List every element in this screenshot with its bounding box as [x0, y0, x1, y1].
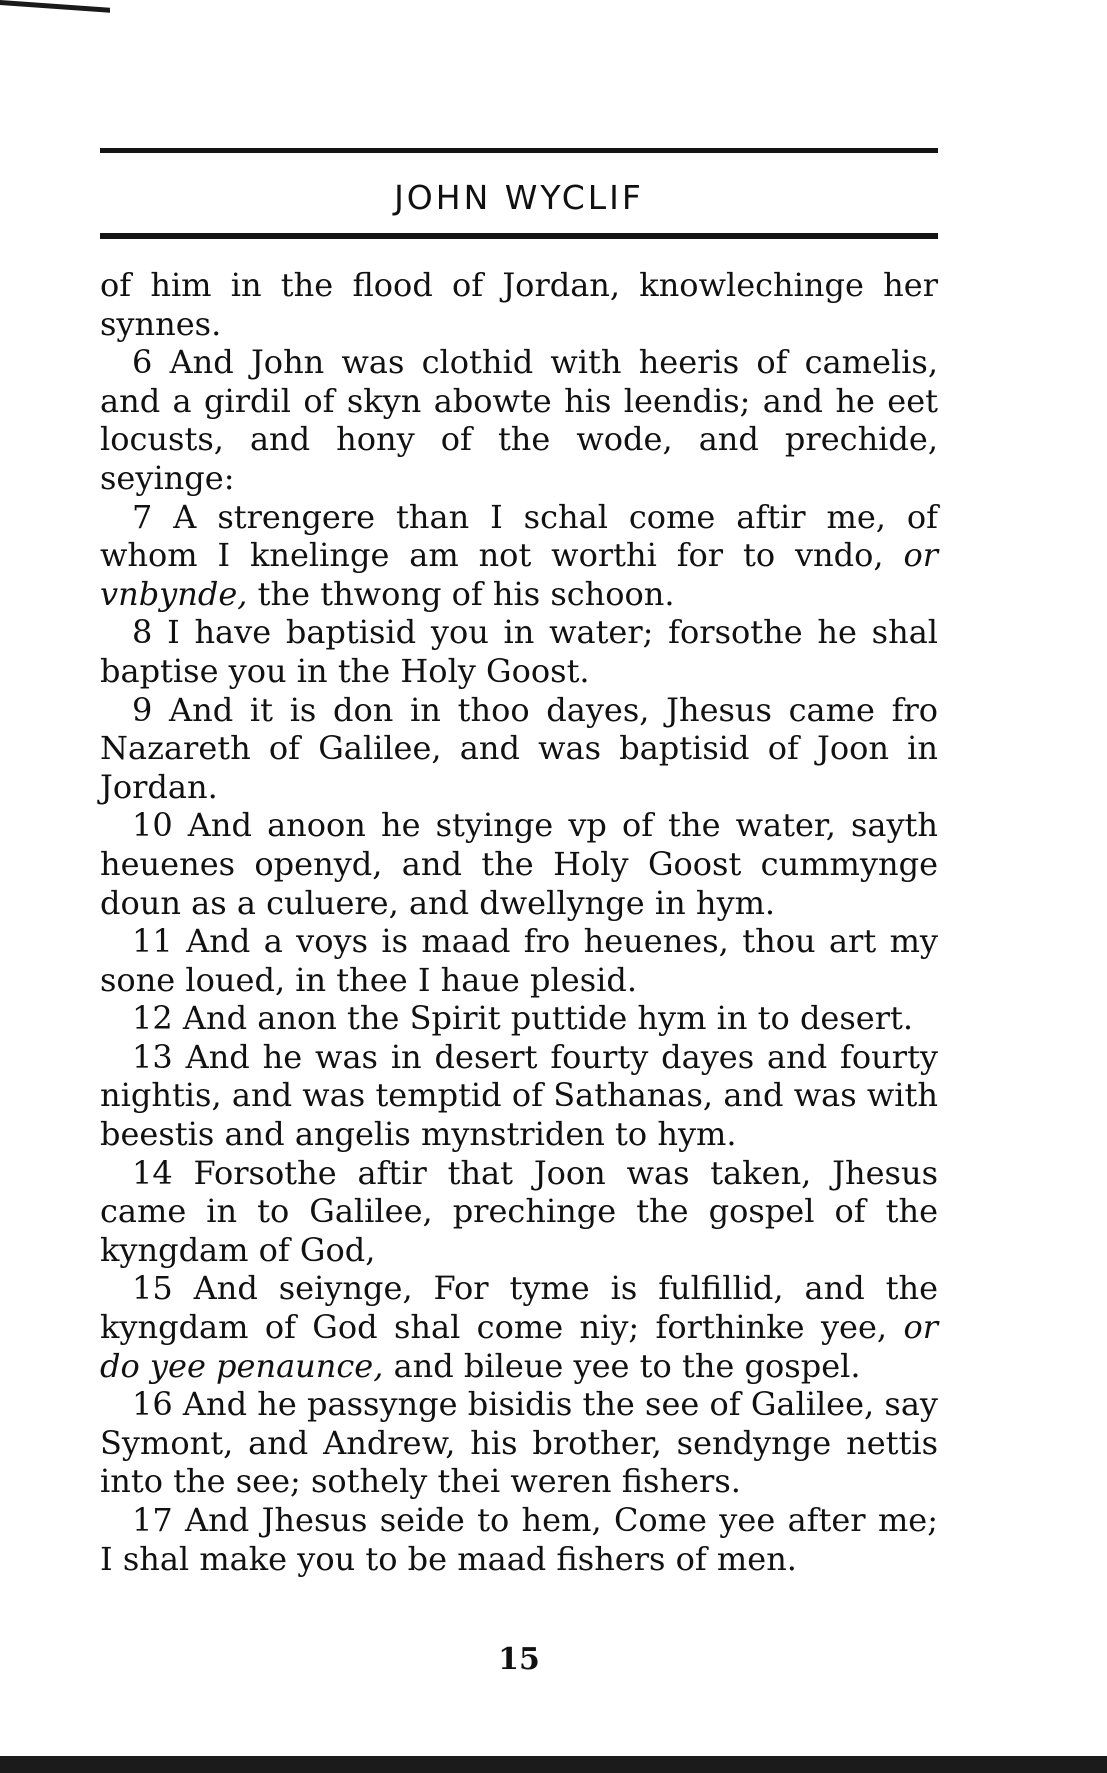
verse-number: 8	[132, 613, 153, 652]
verse-number: 11	[132, 922, 173, 961]
verse-number: 12	[132, 999, 173, 1038]
verse-text: And seiynge, For tyme is fulfillid, and the kyngdam of God shal come niy; forthinke yee,	[100, 1269, 938, 1347]
verse-13	[100, 1038, 938, 1154]
verse-15	[100, 1269, 938, 1385]
verse-text: of him in the flood of Jordan, knowlechinge her synnes.	[100, 266, 938, 343]
verse-text: And he was in desert fourty dayes and fourty nightis, and was temptid of Sathanas, and was with beestis and angelis mynstriden to hym.	[100, 1037, 938, 1154]
header-top-rule	[100, 148, 938, 153]
verse-number: 13	[132, 1037, 173, 1076]
verse-number: 16	[132, 1385, 173, 1424]
verse-12	[100, 999, 938, 1038]
verse-number: 7	[132, 497, 153, 536]
verse-16	[100, 1385, 938, 1501]
verse-7	[100, 498, 938, 614]
verse-text: I have baptisid you in water; forsothe he shal baptise you in the Holy Goost.	[100, 613, 938, 690]
verse-14	[100, 1154, 938, 1270]
verse-number: 17	[132, 1501, 173, 1539]
verse-9	[100, 691, 938, 807]
header-bottom-rule	[100, 233, 938, 239]
verse-text: the thwong of his schoon.	[247, 574, 675, 613]
page-number: 15	[498, 1642, 540, 1677]
verse-11	[100, 922, 938, 999]
verse-text: And John was clothid with heeris of camelis, and a girdil of skyn abowte his leendis; and he eet locusts, and hony of the wode, and prechide, seyinge:	[100, 343, 938, 497]
verse-number: 6	[132, 343, 153, 382]
verse-number: 15	[132, 1269, 173, 1308]
verse-10	[100, 806, 938, 922]
verse-text: And he passynge bisidis the see of Galilee, say Symont, and Andrew, his brother, sendynge nettis into the see; sothely thei weren fishers.	[100, 1385, 938, 1501]
verse-text: And anoon he styinge vp of the water, sayth heuenes openyd, and the Holy Goost cummynge doun as a culuere, and dwellynge in hym.	[100, 806, 938, 922]
verse-text: and bileue yee to the gospel.	[383, 1346, 861, 1385]
page-bottom-edge	[0, 1756, 1107, 1773]
verse-text: And it is don in thoo dayes, Jhesus came fro Nazareth of Galilee, and was baptisid of Joon in Jordan.	[100, 690, 938, 806]
verse-continuation	[100, 266, 938, 343]
verse-17	[100, 1501, 938, 1578]
verse-text: And a voys is maad fro heuenes, thou art my sone loued, in thee I haue plesid.	[100, 922, 938, 999]
verse-text: Forsothe aftir that Joon was taken, Jhesus came in to Galilee, prechinge the gospel of the kyngdam of God,	[100, 1153, 938, 1269]
verse-italic-gloss: or vnbynde,	[100, 536, 938, 613]
verse-number: 9	[132, 690, 153, 729]
body-text	[100, 266, 938, 1578]
page-corner-mark	[0, 0, 110, 26]
verse-text: And anon the Spirit puttide hym in to desert.	[172, 999, 914, 1038]
verse-italic-gloss: or do yee penaunce,	[100, 1308, 938, 1385]
verse-6	[100, 343, 938, 497]
verse-text: A strengere than I schal come aftir me, of whom I knelinge am not worthi for to vndo,	[100, 497, 938, 575]
verse-8	[100, 613, 938, 690]
verse-text: And Jhesus seide to hem, Come yee after me; I shal make you to be maad fishers of men.	[100, 1501, 938, 1578]
verse-number: 10	[132, 806, 173, 845]
verse-number: 14	[132, 1153, 173, 1192]
running-header: JOHN WYCLIF	[394, 178, 644, 217]
